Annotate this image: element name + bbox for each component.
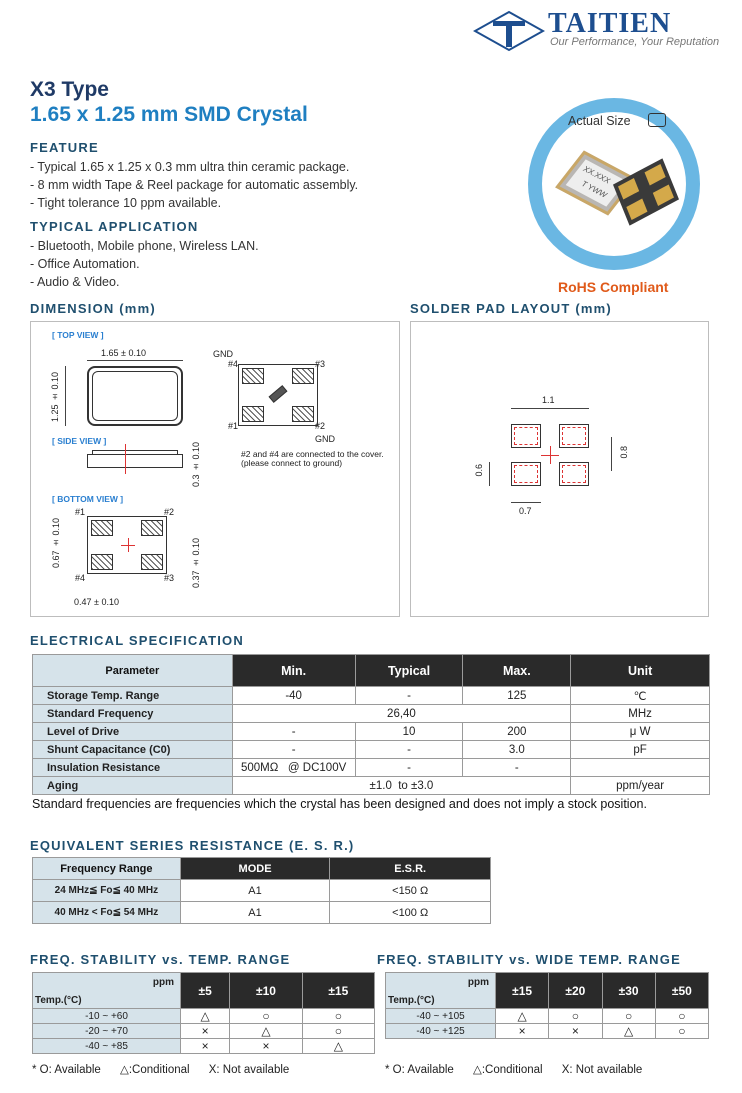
- col-frequency-range: Frequency Range: [33, 858, 181, 880]
- cover-note-2: (please connect to ground): [241, 458, 343, 468]
- list-item: - Audio & Video.: [30, 275, 120, 289]
- application-list: [30, 237, 490, 291]
- actual-size-icon: [648, 113, 666, 127]
- temp-label: Temp.(°C): [388, 995, 435, 1006]
- dimension-heading: DIMENSION (mm): [30, 301, 156, 316]
- list-item: - 8 mm width Tape & Reel package for automatic assembly.: [30, 178, 359, 192]
- electrical-heading: ELECTRICAL SPECIFICATION: [30, 633, 244, 648]
- solder-dim-top: 1.1: [542, 395, 555, 405]
- taitien-logo-icon: [473, 10, 545, 52]
- solder-dim-left: 0.6: [474, 464, 484, 477]
- product-type: X3 Type: [30, 78, 109, 101]
- table-row: 24 MHz≦ Fo≦ 40 MHz A1 <150 Ω: [33, 880, 491, 902]
- table-row: -10 ~ +60 △ ○ ○: [33, 1009, 375, 1024]
- top-height-dim: 1.25 ± 0.10: [50, 372, 60, 423]
- feature-list: [30, 158, 490, 212]
- solder-dim-right: 0.8: [619, 446, 629, 459]
- brand-name: TAITIEN: [548, 8, 672, 39]
- table-row: Storage Temp. Range -40 - 125 ℃: [33, 687, 710, 705]
- col-parameter: Parameter: [33, 655, 233, 687]
- table-row: -40 ~ +105 △ ○ ○ ○: [386, 1009, 709, 1024]
- solder-pad-drawing: [410, 321, 709, 617]
- bottom-pin2: #2: [164, 507, 175, 517]
- chip-marking-top: XX.XXX: [581, 164, 613, 186]
- list-item: - Bluetooth, Mobile phone, Wireless LAN.: [30, 239, 259, 253]
- gnd-bottom-label: GND: [315, 434, 335, 444]
- side-height-dim: 0.3 ± 0.10: [191, 442, 201, 488]
- solder-dim-bottom: 0.7: [519, 506, 532, 516]
- table-row: -40 ~ +125 × × △ ○: [386, 1024, 709, 1039]
- col-min: Min.: [232, 655, 355, 687]
- col-mode: MODE: [180, 858, 330, 880]
- cover-note-1: #2 and #4 are connected to the cover.: [241, 449, 384, 459]
- bottom-view-shape: [87, 516, 167, 574]
- col-max: Max.: [463, 655, 571, 687]
- ppm-label: ppm: [467, 977, 489, 988]
- product-subtitle: 1.65 x 1.25 mm SMD Crystal: [30, 103, 308, 126]
- bottom-pin1: #1: [75, 507, 86, 517]
- bottom-height-dim: 0.67 ± 0.10: [51, 518, 61, 569]
- stab-temp-table: ppm Temp.(°C) ±5 ±10 ±15 -10 ~ +60 △ ○ ○ -20 ~ +70 × △ ○ -40 ~ +85 × × △: [32, 972, 375, 1054]
- pin4-label: #4: [228, 359, 239, 369]
- bottom-view-label: [ BOTTOM VIEW ]: [52, 494, 124, 504]
- pin3-label: #3: [315, 359, 326, 369]
- top-view-label: [ TOP VIEW ]: [52, 330, 104, 340]
- table-row: Insulation Resistance 500MΩ @ DC100V - -: [33, 759, 710, 777]
- side-view-label: [ SIDE VIEW ]: [52, 436, 107, 446]
- bottom-pin4: #4: [75, 573, 86, 583]
- col-typical: Typical: [355, 655, 463, 687]
- pin2-label: #2: [315, 421, 326, 431]
- stab-temp-legend: * O: Available △:Conditional X: Not available: [32, 1064, 290, 1076]
- top-view-shape: [87, 366, 183, 426]
- chip-marking-bottom: T YWW: [579, 179, 610, 200]
- bottom-width-dim: 0.47 ± 0.10: [74, 597, 119, 607]
- stab-wide-legend: * O: Available △:Conditional X: Not available: [385, 1064, 643, 1076]
- bottom-pad-dim: 0.37 ± 0.10: [191, 538, 201, 589]
- stab-temp-heading: FREQ. STABILITY vs. TEMP. RANGE: [30, 952, 291, 967]
- ppm-label: ppm: [152, 977, 174, 988]
- list-item: - Typical 1.65 x 1.25 x 0.3 mm ultra thin ceramic package.: [30, 160, 350, 174]
- table-row: Shunt Capacitance (C0) - - 3.0 pF: [33, 741, 710, 759]
- table-row: -20 ~ +70 × △ ○: [33, 1024, 375, 1039]
- top-width-dim: 1.65 ± 0.10: [101, 348, 146, 358]
- table-row: 40 MHz < Fo≦ 54 MHz A1 <100 Ω: [33, 902, 491, 924]
- actual-size-label: Actual Size: [568, 114, 631, 128]
- brand-logo: [473, 10, 723, 52]
- pin1-label: #1: [228, 421, 239, 431]
- solder-heading: SOLDER PAD LAYOUT (mm): [410, 301, 612, 316]
- table-row: Aging ±1.0 to ±3.0 ppm/year: [33, 777, 710, 795]
- table-row: Standard Frequency 26,40 MHz: [33, 705, 710, 723]
- solder-pad-shape: [511, 424, 589, 486]
- actual-size-badge: [528, 98, 700, 270]
- temp-label: Temp.(°C): [35, 995, 82, 1006]
- col-unit: Unit: [571, 655, 710, 687]
- dimension-drawing: [30, 321, 400, 617]
- list-item: - Office Automation.: [30, 257, 140, 271]
- gnd-top-label: GND: [213, 349, 233, 359]
- table-row: Level of Drive - 10 200 μ W: [33, 723, 710, 741]
- col-esr: E.S.R.: [330, 858, 491, 880]
- electrical-note: Standard frequencies are frequencies which the crystal has been designed and does not imply a stock position.: [32, 797, 647, 811]
- stab-wide-heading: FREQ. STABILITY vs. WIDE TEMP. RANGE: [377, 952, 681, 967]
- side-view-shape: [87, 454, 183, 468]
- esr-table: [32, 857, 491, 924]
- stab-wide-table: ppm Temp.(°C) ±15 ±20 ±30 ±50 -40 ~ +105 △ ○ ○ ○ -40 ~ +125 × × △ ○: [385, 972, 709, 1039]
- feature-heading: FEATURE: [30, 140, 99, 155]
- bottom-pin3: #3: [164, 573, 175, 583]
- pin-view-shape: [238, 364, 318, 426]
- table-row: -40 ~ +85 × × △: [33, 1039, 375, 1054]
- esr-heading: EQUIVALENT SERIES RESISTANCE (E. S. R.): [30, 838, 355, 853]
- electrical-table: [32, 654, 710, 795]
- list-item: - Tight tolerance 10 ppm available.: [30, 196, 222, 210]
- rohs-compliant: RoHS Compliant: [558, 279, 669, 295]
- application-heading: TYPICAL APPLICATION: [30, 219, 199, 234]
- brand-tagline: Our Performance, Your Reputation: [550, 36, 720, 48]
